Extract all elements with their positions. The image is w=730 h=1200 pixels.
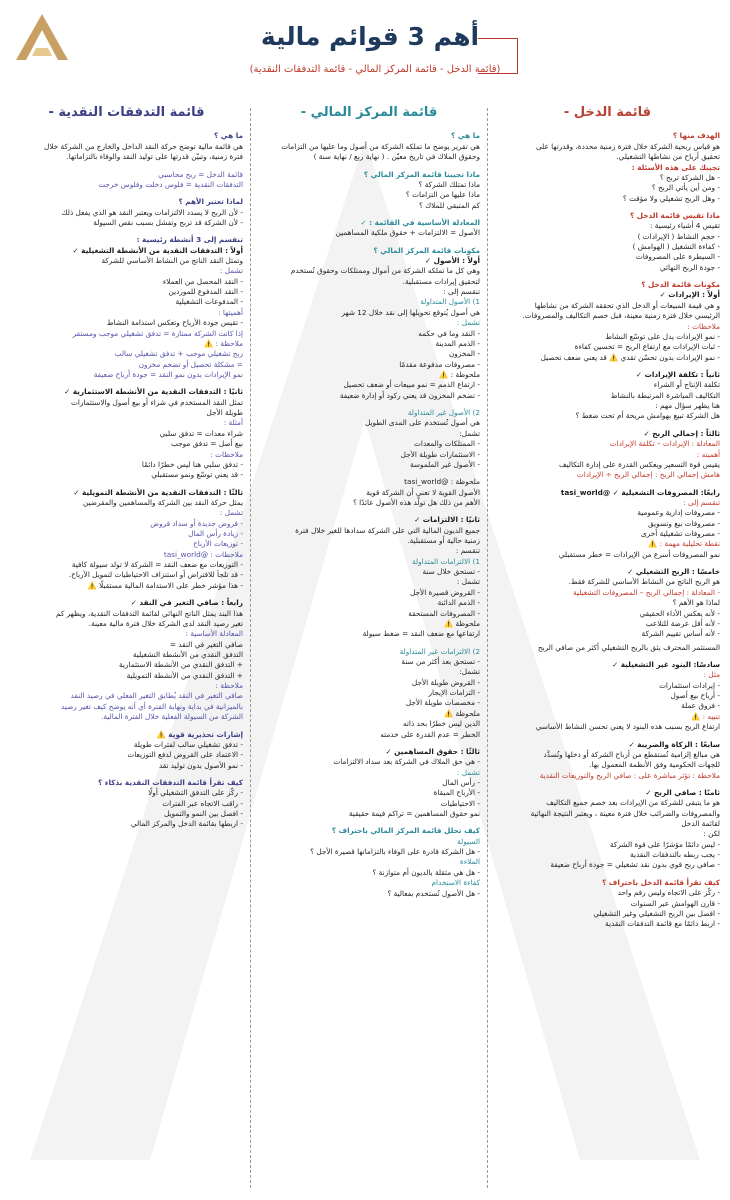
text-line: والمصروفات والضرائب خلال فترة معينة ، ويعتبر النتيجة النهائية xyxy=(530,808,720,818)
text-line: - المصروفات المستحقة xyxy=(408,608,480,618)
text-line: هو قياس ربحية الشركة خلال فترة زمنية محددة، وقدرتها على xyxy=(535,141,720,151)
text-line: تشمل: xyxy=(459,428,480,438)
section-question: ماذا تجيبنا قائمة المركز المالي ؟ xyxy=(363,169,480,179)
highlight-line: 1) الأصول المتداولة xyxy=(420,297,480,307)
section-question: إشارات تحذيرية قوية ⚠️ xyxy=(156,729,243,739)
section-heading: ثالثاً : إجمالي الربح ✓ xyxy=(643,428,720,438)
text-line: - افصل بين الربح التشغيلي وغير التشغيلي xyxy=(593,908,720,918)
text-line: - لأن الشركة قد تربح وتفشل بسبب نقص السيولة xyxy=(93,217,243,227)
text-line: - هل الشركة قادرة على الوفاء بالتزاماتها قصيرة الأجل ؟ xyxy=(310,847,480,857)
text-line: - صافي ربح قوي بدون نقد تشغيلي = جودة أرباح ضعيفة xyxy=(550,860,720,870)
spacer xyxy=(495,204,720,211)
text-line: - نمو الإيرادات يدل على توسّع النشاط xyxy=(605,331,720,341)
text-line: شراء معدات = تدفق سلبي xyxy=(159,428,243,438)
text-line: - قد تلجأ للاقتراض أو استنزاف الاحتياطيات لتمويل الأرباح. xyxy=(68,570,243,580)
text-line: وتمثل النقد الناتج من النشاط الأساسي للشركة xyxy=(101,256,243,266)
section-question: الهدف منها ؟ xyxy=(672,131,720,141)
text-line: - المخزون xyxy=(448,349,480,359)
highlight-line: نقطة تحليلية مهمة : ⚠️ xyxy=(648,539,720,549)
text-line: - الأرباح المبقاة xyxy=(433,788,480,798)
spacer xyxy=(10,163,243,170)
text-line: التدفق النقدي من الأنشطة التشغيلية xyxy=(132,649,243,659)
text-line: - رأس المال xyxy=(442,777,480,787)
text-line: - نمو الإيرادات بدون تحسّن تقدي ⚠️ قد يعني ضعف تحصيل xyxy=(540,352,720,362)
text-line: - هي حق الملاك في الشركة بعد سداد الالتزامات xyxy=(333,757,480,767)
section-heading: ثامنًا : صافي الربح ✓ xyxy=(645,787,720,797)
text-line: - ركّز على التدفق التشغيلي أولًا xyxy=(148,788,243,798)
text-line: يمثل حركة النقد بين الشركة والمساهمين والمقرضين xyxy=(83,497,243,507)
text-line: - اربطها بقائمة الدخل والمركز المالي xyxy=(130,819,243,829)
text-line: وهي كل ما تملكه الشركة من أموال وممتلكات وحقوق تُستخدم xyxy=(290,266,480,276)
text-line: ملحوظة : @tasi_world xyxy=(404,477,480,487)
text-line: - النقد المدفوع للموردين xyxy=(168,287,243,297)
text-line: - هل الأصول تُستخدم بفعالية ؟ xyxy=(387,888,480,898)
text-line: - الأصول غير الملموسة xyxy=(410,459,480,469)
highlight-line: أمثلة : xyxy=(223,418,243,428)
spacer xyxy=(10,481,243,488)
text-line: - الاعتماد على القروض لدفع التوزيعات xyxy=(127,750,243,760)
highlight-line: 2) الالتزامات غير المتداولة xyxy=(399,646,480,656)
section-heading: أولاً : التدفقات النقدية من الأنشطة التشغيلية ✓ xyxy=(72,245,243,255)
text-line: ارتفاعها مع ضعف النقد = ضغط سيولة xyxy=(362,629,480,639)
highlight-line: ملاحظة : xyxy=(215,681,243,691)
text-line: - قارن الهوامش عبر السنوات xyxy=(630,898,720,908)
text-line: الدين ليس خطرًا بحد ذاته xyxy=(402,719,480,729)
text-line: - هذا مؤشر خطر على الاستدامة المالية مستقبلًا ⚠️ xyxy=(87,580,243,590)
text-line: - النقد المحصل من العملاء xyxy=(162,276,243,286)
income-statement-column xyxy=(495,104,720,1192)
text-line: هي قائمة مالية توضح حركة النقد الداخل والخارج من الشركة خلال xyxy=(44,141,243,151)
section-question: كيف تقرأ قائمة التدفقات النقدية بذكاء ؟ xyxy=(97,777,243,787)
spacer xyxy=(10,380,243,387)
spacer xyxy=(495,560,720,567)
section-question: كيف تحلل قائمة المركز المالي باحتراف ؟ xyxy=(331,826,480,836)
text-line: - حجم النشاط ( الإيرادات ) xyxy=(637,231,720,241)
text-line: - تقيس جودة الأرباح وتعكس استدامة النشاط xyxy=(106,318,243,328)
text-line: للجهات الحكومية وفق الأنظمة المعمول بها. xyxy=(589,760,720,770)
section-heading: ثانيًا : التدفقات النقدية من الأنشطة الاستثمارية ✓ xyxy=(64,387,243,397)
spacer xyxy=(495,653,720,660)
text-line: - تدفق تشغيلي سالب لفترات طويلة xyxy=(133,739,243,749)
highlight-line: الشركة من السيولة الفعلية خلال الفترة المالية. xyxy=(101,712,243,722)
spacer xyxy=(495,481,720,488)
income-statement-heading: قائمة الدخل - xyxy=(563,105,652,120)
text-line: الأهم من ذلك هل تولّد هذه الأصول عائدًا ؟ xyxy=(352,497,480,507)
text-line: تشمل : xyxy=(456,577,480,587)
text-line: - الاستثمارات طويلة الأجل xyxy=(400,449,480,459)
section-heading: سابعًا : الزكاة والضريبة ✓ xyxy=(628,739,720,749)
logo-a-icon xyxy=(14,12,70,62)
text-line: - لأنه أساس تقييم الشركة xyxy=(641,629,720,639)
text-line: لماذا هو الأهم ؟ xyxy=(672,598,720,608)
text-line: - ارتفاع الذمم = نمو مبيعات أو ضعف تحصيل xyxy=(343,380,480,390)
text-line: تكلفة الإنتاج أو الشراء xyxy=(653,380,720,390)
spacer xyxy=(258,163,480,170)
text-line: - الذمم الدائنة xyxy=(437,598,480,608)
highlight-line: ملاحظة : ⚠️ xyxy=(204,338,243,348)
text-line: وحقوق الملاك في تاريخ معيّن . ( نهاية ربع / نهاية سنة ) xyxy=(313,152,480,162)
spacer xyxy=(258,239,480,246)
cash-flow-heading: قائمة التدفقات النقدية - xyxy=(48,105,205,120)
text-line: الأصول = الالتزامات + حقوق ملكية المساهمين xyxy=(335,228,480,238)
highlight-line: - قروض جديدة أو سداد قروض xyxy=(150,518,243,528)
section-question: تجيبك على هذه الأسئلة : xyxy=(631,162,720,172)
section-question: ماذا تقيس قائمة الدخل ؟ xyxy=(630,210,720,220)
text-line: تقيس 4 أشياء رئيسية : xyxy=(650,221,720,231)
text-line: - جودة الربح النهائي xyxy=(659,262,720,272)
section-heading: رابعًا: المصروفات التشغيلية ✓ @tasi_world xyxy=(560,487,720,497)
cash-flow-column xyxy=(10,104,243,1192)
highlight-line: هامش إجمالي الربح : إجمالي الربح ÷ الإيرادات xyxy=(576,470,720,480)
highlight-line: = مشكلة تحصيل أو تضخم مخزون xyxy=(138,359,243,369)
highlight-line: المعادلة الأساسية : xyxy=(185,629,243,639)
section-heading: ثانيًا : الالتزامات ✓ xyxy=(414,515,480,525)
text-line: هذا البند يمثل الناتج النهائي لقائمة التدفقات النقدية، ويظهر كم xyxy=(56,608,243,618)
highlight-line: قائمة الدخل = ربح محاسبي xyxy=(158,169,243,179)
highlight-line: أهميتها : xyxy=(218,307,243,317)
text-line: التكاليف المباشرة المرتبطة بالنشاط xyxy=(610,390,720,400)
text-line: - وهل الربح تشغيلي ولا مؤقت ؟ xyxy=(622,193,720,203)
text-line: تحقيق أرباح من نشاطها التشغيلي. xyxy=(616,152,720,162)
text-line: - أرباح بيع أصول xyxy=(670,691,720,701)
highlight-line: تنبيه : ⚠️ xyxy=(691,711,720,721)
highlight-line: ملاحظات : xyxy=(210,449,243,459)
text-line: - إيرادات استثمارات xyxy=(659,680,720,690)
text-line: - التوزيعات مع ضعف النقد = الشركة لا تولد سيولة كافية xyxy=(71,560,243,570)
section-heading: رابعاً : صافي التغير في النقد ✓ xyxy=(130,598,243,608)
highlight-line: صافي التغير في النقد يُطابق التغير الفعلي في رصيد النقد xyxy=(70,691,243,701)
highlight-line: تشمل : xyxy=(219,266,243,276)
text-line: - فروق عملة xyxy=(681,701,720,711)
text-line: جميع الديون المالية التي على الشركة سدادها للغير خلال فترة xyxy=(295,525,480,535)
text-line: - مصروفات تشغيلية أخرى xyxy=(640,529,720,539)
text-line: ماذا تمتلك الشركة ؟ xyxy=(418,179,480,189)
text-line: - اربط دائمًا مع قائمة التدفقات النقدية xyxy=(605,919,720,929)
text-line: ملحوظة ⚠️ xyxy=(444,618,480,628)
text-line: - هل الشركة تربح ؟ xyxy=(659,172,720,182)
highlight-line: تشمل : xyxy=(456,767,480,777)
highlight-line: المعادلة : الإيرادات – تكلفة الإيرادات xyxy=(609,439,720,449)
text-line: تمثل النقد المستخدم في شراء أو بيع أصول والاستثمارات xyxy=(71,397,243,407)
highlight-line: بالميزانية في بداية ونهاية الفترة أي أنه يوضح كيف تغير رصيد xyxy=(61,701,243,711)
text-line: طويلة الأجل xyxy=(206,408,243,418)
text-line: - قد يعني توسّع ونمو مستقبلي xyxy=(151,470,243,480)
section-question: ما هي ؟ xyxy=(213,131,243,141)
text-line: - ليس دائمًا مؤشرًا على قوة الشركة xyxy=(610,839,720,849)
spacer xyxy=(495,422,720,429)
text-line: - مصروفات مدفوعة مقدمًا xyxy=(399,359,480,369)
highlight-line: - زيادة رأس المال xyxy=(188,529,243,539)
text-line: - ثبات الإيرادات مع ارتفاع الربح = تحسين كفاءة xyxy=(574,342,720,352)
text-line: - يجب ربطه بالتدفقات النقدية xyxy=(630,850,720,860)
text-line: ماذا عليها من التزامات ؟ xyxy=(405,190,480,200)
highlight-line: السيولة xyxy=(457,836,480,846)
text-line: نمو حقوق المساهمين = تراكم قيمة حقيقية xyxy=(348,809,480,819)
balance-sheet-heading: قائمة المركز المالي - xyxy=(300,105,438,120)
section-heading: ثالثًا : التدفقات النقدية من الأنشطة التمويلية ✓ xyxy=(73,487,243,497)
spacer xyxy=(495,733,720,740)
text-line: - لأنه يعكس الأداء الحقيقي xyxy=(639,608,720,618)
highlight-line: الملاءة xyxy=(459,857,480,867)
text-line: - لأن الربح لا يسدد الالتزامات ويعتبر النقد هو الذي يفعل ذلك xyxy=(61,207,243,217)
text-line: تغير رصيد النقد لدى الشركة خلال فترة مالية معينة. xyxy=(88,618,243,628)
highlight-line: مثل : xyxy=(703,670,720,680)
section-question: المعادلة الأساسية في القائمة : ✓ xyxy=(360,217,480,227)
text-line: هي تقرير يوضح ما تملكه الشركة من أصول وما عليها من التزامات xyxy=(281,141,480,151)
text-line: - ركّز على الاتجاه وليس رقم واحد xyxy=(617,888,720,898)
text-line: فترة زمنية، وتبيّن قدرتها على توليد النقد والوفاء بالتزاماتها. xyxy=(66,152,243,162)
page-subtitle: (قائمة الدخل - قائمة المركز المالي - قائمة التدفقات النقدية) xyxy=(249,64,501,75)
section-question: ما هي ؟ xyxy=(450,131,480,141)
section-heading: ثالثًا : حقوق المساهمين ✓ xyxy=(385,746,480,756)
spacer xyxy=(495,871,720,878)
text-line: - القروض طويلة الأجل xyxy=(411,677,480,687)
section-heading: أولاً : الإيرادات ✓ xyxy=(659,290,720,300)
section-question: كيف تقرأ قائمة الدخل باحتراف ؟ xyxy=(602,877,720,887)
text-line: هنا يظهر سؤال مهم : xyxy=(655,401,720,411)
text-line: - تستحق بعد أكثر من سنة xyxy=(401,656,480,666)
highlight-line: أهميته : xyxy=(696,449,720,459)
highlight-line: - توزيعات الأرباح xyxy=(193,539,243,549)
spacer xyxy=(495,363,720,370)
highlight-line: تشمل : xyxy=(456,318,480,328)
text-line: الرئيسي خلال فترة زمنية معينة، قبل خصم التكاليف والمصروفات. xyxy=(522,311,720,321)
text-line: - التزامات الإيجار xyxy=(428,688,480,698)
spacer xyxy=(258,211,480,218)
text-line: تنقسم إلى : xyxy=(443,287,480,297)
highlight-line: التدفقات النقدية = فلوس دخلت وفلوس خرجت xyxy=(98,179,243,189)
text-line: - النقد وما في حكمه xyxy=(418,328,480,338)
text-line: بيع أصل = تدفق موجب xyxy=(170,439,243,449)
spacer xyxy=(258,740,480,747)
spacer xyxy=(495,781,720,788)
highlight-line: تشمل : xyxy=(219,508,243,518)
section-heading: سادسًا: البنود غير التشغيلية ✓ xyxy=(612,659,720,669)
text-line: الخطر = عدم القدرة على خدمته xyxy=(380,729,480,739)
text-line: تشمل: xyxy=(459,667,480,677)
text-line: - هل هي مثقلة بالديون أم متوازنة ؟ xyxy=(372,867,480,877)
spacer xyxy=(495,273,720,280)
highlight-line: 2) الأصول غير المتداولة xyxy=(407,408,480,418)
text-line: - الاحتياطيات xyxy=(440,798,480,808)
text-line: لقائمة الدخل xyxy=(681,819,720,829)
text-line: - لأنه أقل عرضة للتلاعب xyxy=(645,618,720,628)
section-question: مكونات قائمة الدخل ؟ xyxy=(641,280,720,290)
text-line: ارتفاع الربح بسبب هذه البنود لا يعني تحسن النشاط الأساسي xyxy=(535,722,720,732)
text-line: هل الشركة تبيع بهوامش مريحة أم تحت ضغط ؟ xyxy=(575,411,720,421)
highlight-line: - المعادلة : إجمالي الربح – المصروفات التشغيلية xyxy=(572,587,720,597)
text-line: - ومن أين يأتي الربح ؟ xyxy=(651,183,720,193)
spacer xyxy=(10,190,243,197)
text-line: - القروض قصيرة الأجل xyxy=(410,587,480,597)
text-line: زمنية حالية أو مستقبلية. xyxy=(407,536,480,546)
page-title: أهم 3 قوائم مالية xyxy=(260,22,480,51)
text-line: - تضخم المخزون قد يعني ركود أو إدارة ضعيفة xyxy=(339,390,480,400)
text-line: - كفاءة التشغيل ( الهوامش ) xyxy=(632,242,720,252)
text-line: ملحوظة ⚠️ xyxy=(444,708,480,718)
text-line: + التدفق النقدي من الأنشطة الاستثمارية xyxy=(119,660,243,670)
text-line: الأصول القوية لا تعني أن الشركة قوية xyxy=(366,487,480,497)
spacer xyxy=(258,470,480,477)
text-line: - المدفوعات التشغيلية xyxy=(175,297,243,307)
highlight-line: 1) الالتزامات المتداولة xyxy=(412,556,480,566)
highlight-line: نمو الإيرادات بدون نمو النقد = جودة أرباح ضعيفة xyxy=(93,370,243,379)
section-heading: خامسًا : الربح التشغيلي ✓ xyxy=(627,567,720,577)
spacer xyxy=(10,771,243,778)
highlight-line: ملاحظات : xyxy=(687,321,720,331)
highlight-line: ملاحظة : تؤثر مباشرة على : صافي الربح والتوزيعات النقدية xyxy=(539,770,720,780)
text-line: - تستحق خلال سنة xyxy=(422,567,480,577)
text-line: تنقسم : xyxy=(455,546,480,556)
text-line: - افصل بين النمو والتمويل xyxy=(163,809,243,819)
text-line: - السيطرة على المصروفات xyxy=(635,252,720,262)
text-line: - مصروفات إدارية وعمومية xyxy=(637,508,720,518)
text-line: - نمو الأصول بدون توليد نقد xyxy=(158,760,243,770)
highlight-line: كفاءة الاستخدام xyxy=(431,878,480,888)
text-line: - الذمم المدينة xyxy=(435,338,480,348)
text-line: + التدفق النقدي من الأنشطة التمويلية xyxy=(126,670,243,680)
highlight-line: إذا كانت الشركة ممتازة = تدفق تشغيلي موجب ومستقر xyxy=(72,328,243,338)
highlight-line: تنقسم إلى : xyxy=(683,497,720,507)
section-question: مكونات قائمة المركز المالي ؟ xyxy=(373,245,480,255)
text-line: هو ما يتبقى للشركة من الإيرادات بعد خصم جميع التكاليف xyxy=(546,798,720,808)
text-line: و هي قيمة المبيعات أو الدخل الذي تحققه الشركة من نشاطها xyxy=(534,300,720,310)
spacer xyxy=(258,640,480,647)
text-line: كم المتبقي للملاك ؟ xyxy=(418,200,480,210)
spacer xyxy=(258,819,480,826)
text-line: - مخصصات طويلة الأجل xyxy=(405,698,480,708)
text-line: - مصروفات بيع وتسويق xyxy=(647,518,720,528)
text-line: نمو المصروفات أسرع من الإيرادات = خطر مستقبلي xyxy=(558,549,720,559)
column-divider xyxy=(250,108,251,1188)
text-line: يقيس قوة التسعير ويعكس القدرة على إدارة التكاليف xyxy=(559,459,720,469)
text-line: هي أصول تُستخدم على المدى الطويل xyxy=(364,418,480,428)
highlight-line: ملاحظات : @tasi_world xyxy=(163,549,243,559)
text-line: هو الربح الناتج من النشاط الأساسي للشركة فقط. xyxy=(568,577,720,587)
text-line: المستثمر المحترف يثق بالربح التشغيلي أكثر من صافي الربح xyxy=(537,642,720,652)
text-line: لكن : xyxy=(703,829,720,839)
spacer xyxy=(258,508,480,515)
text-line: صافي التغير في النقد = xyxy=(169,639,243,649)
section-question: لماذا تعتبر الأهم ؟ xyxy=(178,197,243,207)
column-divider xyxy=(487,108,488,1188)
section-heading: أولاً : الأصول ✓ xyxy=(424,256,480,266)
text-line: هي مبالغ إلزامية تُستقطع من أرباح الشركة أو دخلها وتُسدَّد xyxy=(543,749,720,759)
highlight-line: ربح تشغيلي موجب + تدفق تشغيلي سالب xyxy=(114,349,243,359)
text-line: - راقب الاتجاه عبر الفترات xyxy=(162,798,243,808)
section-question: تنقسم إلى 3 أنشطة رئيسية : xyxy=(136,235,243,245)
text-line: هي أصول يُتوقع تحويلها إلى نقد خلال 12 شهر xyxy=(341,307,480,317)
text-line: لتحقيق إيرادات مستقبلية. xyxy=(402,276,480,286)
text-line: - الممتلكات والمعدات xyxy=(414,439,480,449)
spacer xyxy=(10,723,243,730)
text-line: ملحوظة : ⚠️ xyxy=(439,370,480,379)
balance-sheet-column xyxy=(258,104,480,1192)
spacer xyxy=(258,401,480,408)
section-heading: ثانياً : تكلفة الإيرادات ✓ xyxy=(635,370,720,379)
text-line: - تدفق سلبي هنا ليس خطرًا دائمًا xyxy=(141,459,243,469)
